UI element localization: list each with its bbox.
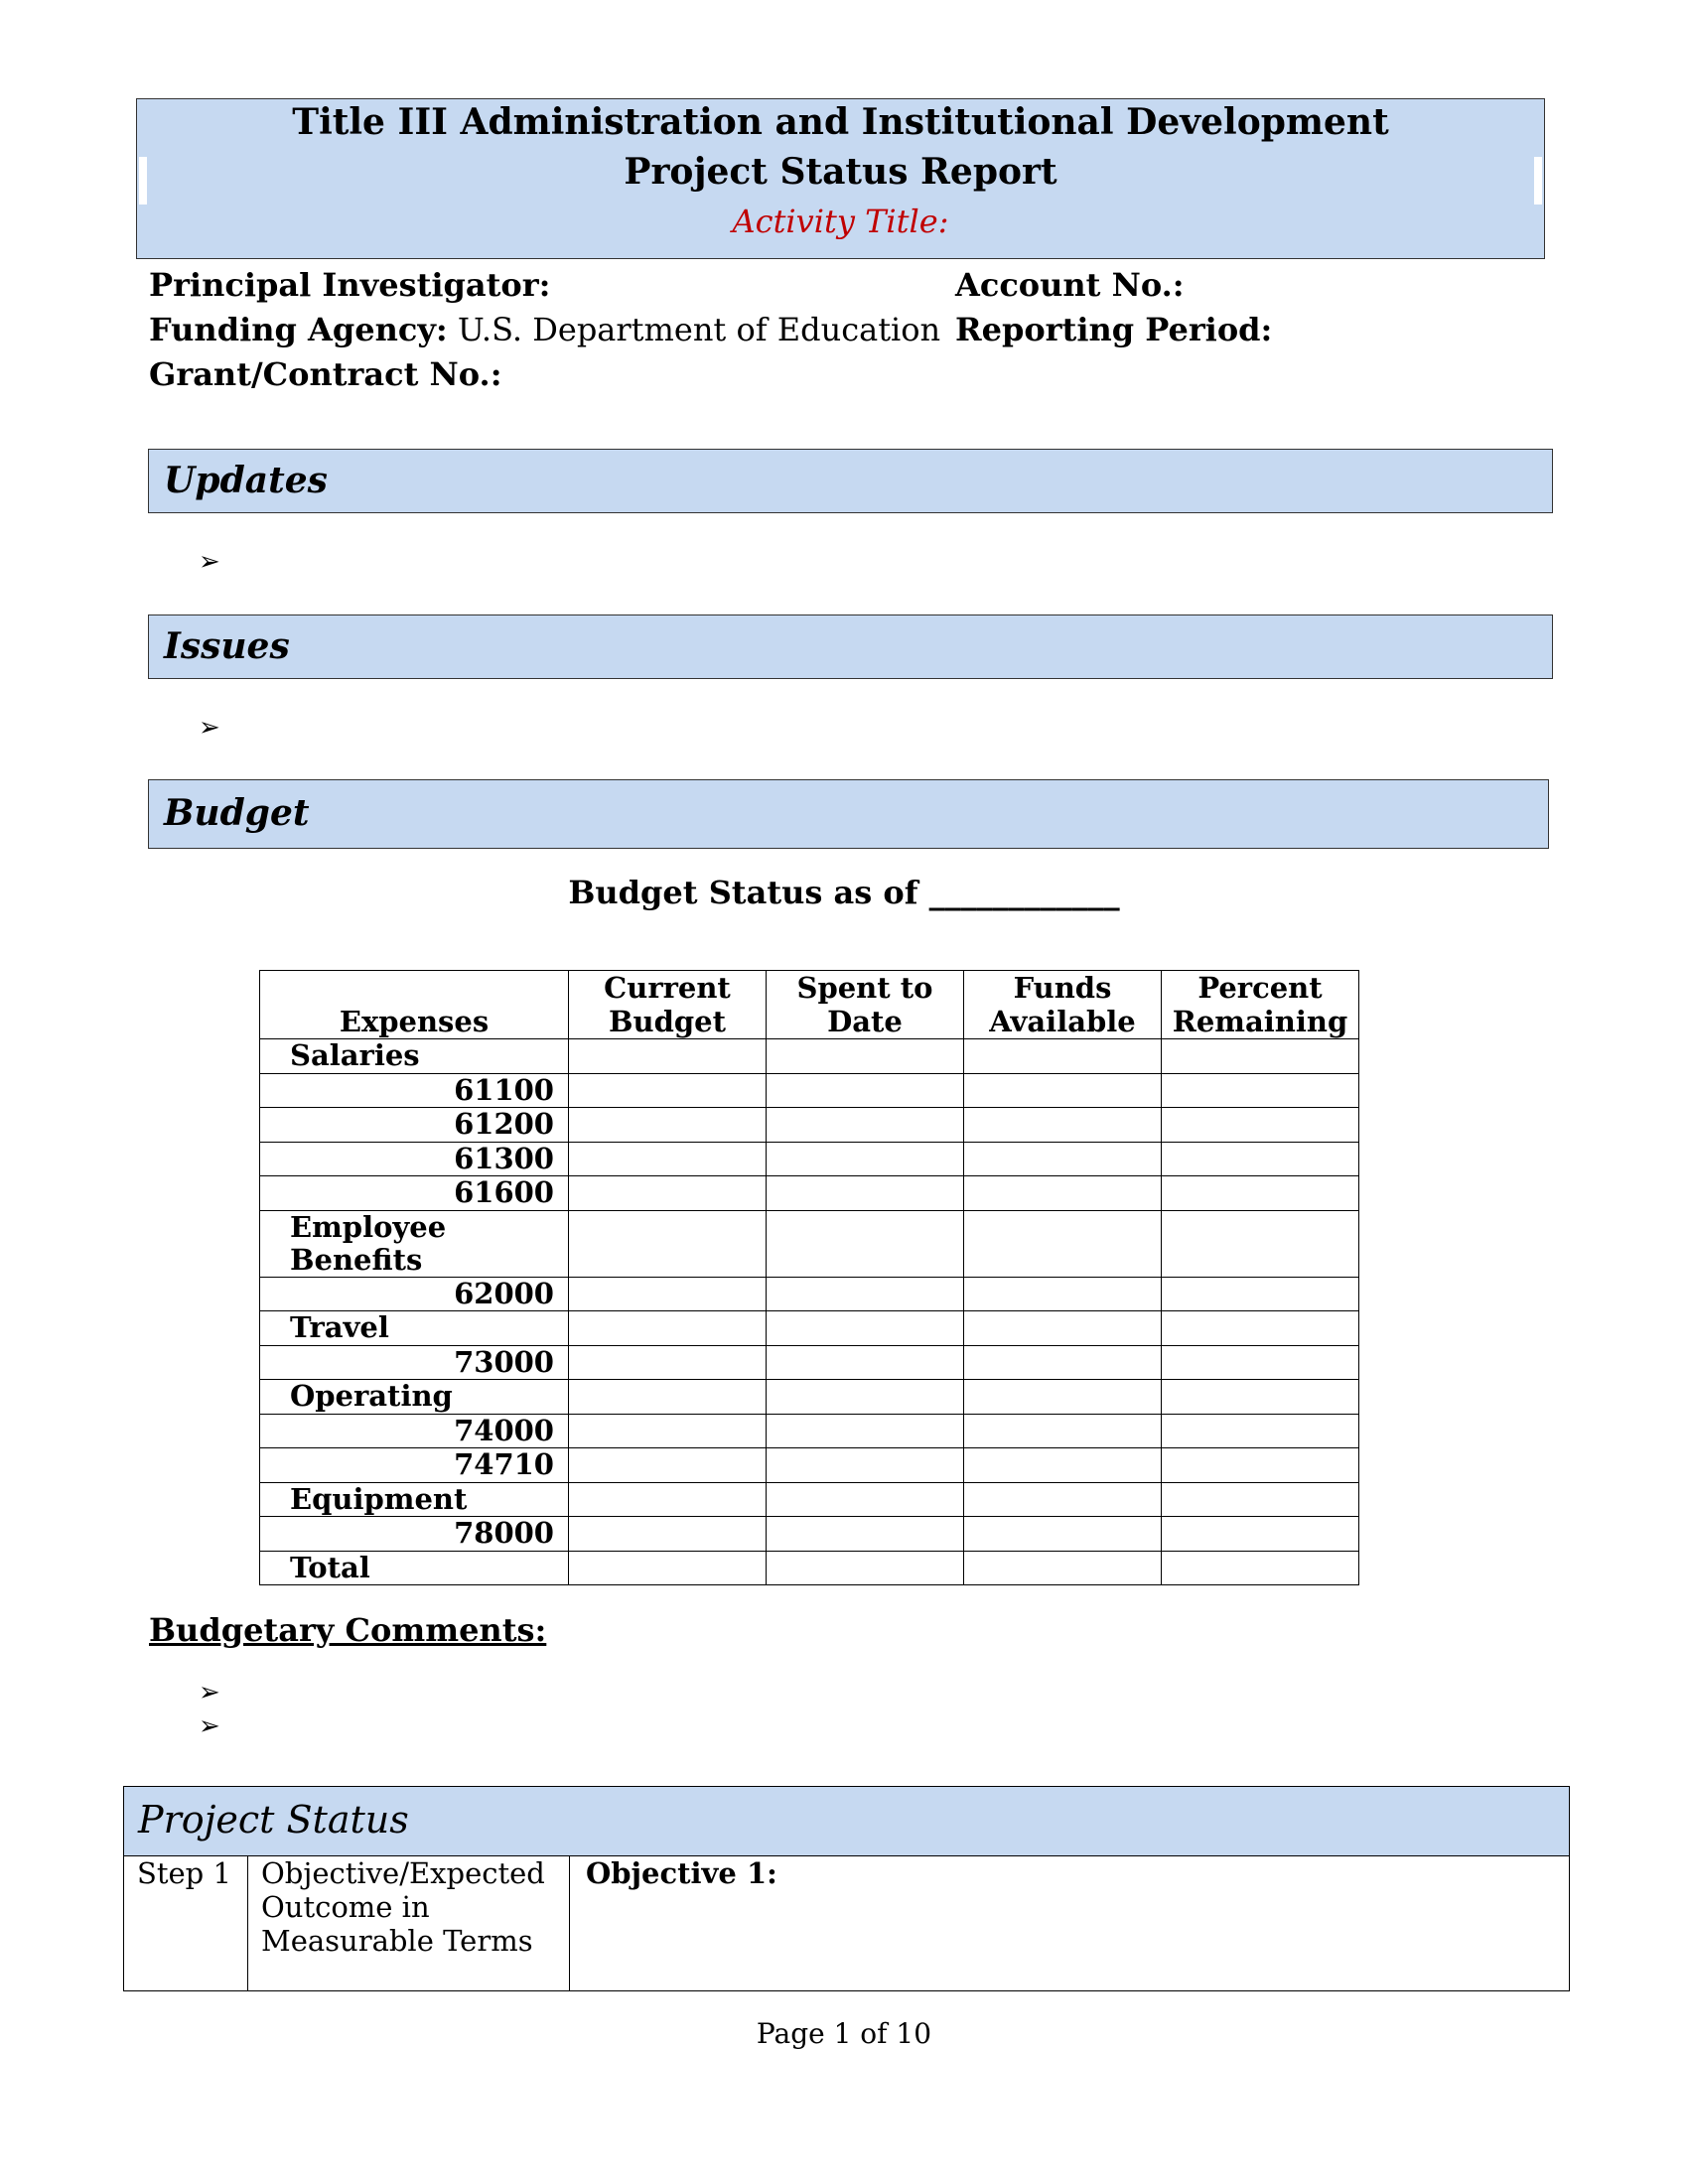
- funds-available-cell: [964, 1073, 1162, 1108]
- spent-to-date-cell: [767, 1311, 964, 1346]
- current-budget-cell: [569, 1380, 767, 1415]
- percent-remaining-cell: [1162, 1414, 1359, 1448]
- current-budget-cell: [569, 1551, 767, 1585]
- current-budget-cell: [569, 1448, 767, 1483]
- table-row: [260, 1073, 1359, 1108]
- section-project-status-title: Project Status: [138, 1798, 409, 1842]
- budget-header-row: [260, 971, 1359, 1039]
- expense-category: Employee Benefits: [260, 1210, 569, 1277]
- spent-to-date-cell: [767, 1142, 964, 1176]
- objective-description: Objective/Expected Outcome in Measurable Terms: [261, 1856, 545, 1958]
- current-budget-cell: [569, 1073, 767, 1108]
- funds-available-cell: [964, 1039, 1162, 1074]
- percent-remaining-cell: [1162, 1551, 1359, 1585]
- report-subtitle: Project Status Report: [624, 151, 1057, 193]
- current-budget-cell: [569, 1108, 767, 1143]
- current-budget-cell: [569, 1277, 767, 1311]
- section-updates-title: Updates: [164, 460, 328, 501]
- spent-to-date-cell: [767, 1448, 964, 1483]
- spent-to-date-cell: [767, 1482, 964, 1517]
- funds-available-cell: [964, 1108, 1162, 1143]
- objective-description-cell: [248, 1856, 570, 1990]
- expense-category: Operating: [260, 1380, 569, 1415]
- expense-category: Salaries: [260, 1039, 569, 1074]
- expense-category: Total: [260, 1551, 569, 1585]
- percent-remaining-cell: [1162, 1073, 1359, 1108]
- funding-agency-value: U.S. Department of Education: [457, 311, 941, 348]
- header-spent-line1: Spent to: [796, 971, 933, 1005]
- header-funds-available: [964, 971, 1162, 1039]
- percent-remaining-cell: [1162, 1176, 1359, 1211]
- header-current-budget-line1: Current: [604, 971, 731, 1005]
- current-budget-cell: [569, 1414, 767, 1448]
- expense-account: 61300: [260, 1142, 569, 1176]
- expense-account: 74710: [260, 1448, 569, 1483]
- funding-agency-label: Funding Agency:: [149, 311, 448, 348]
- spent-to-date-cell: [767, 1380, 964, 1415]
- percent-remaining-cell: [1162, 1039, 1359, 1074]
- section-budget-title: Budget: [164, 792, 310, 834]
- comments-bullet-icon-1: ➢: [199, 1678, 220, 1707]
- expense-account: 78000: [260, 1517, 569, 1552]
- objective-label: Objective 1:: [586, 1856, 777, 1890]
- spent-to-date-cell: [767, 1073, 964, 1108]
- spent-to-date-cell: [767, 1551, 964, 1585]
- percent-remaining-cell: [1162, 1482, 1359, 1517]
- current-budget-cell: [569, 1482, 767, 1517]
- spent-to-date-cell: [767, 1345, 964, 1380]
- table-row: [260, 1517, 1359, 1552]
- meta-right: [955, 263, 1272, 352]
- table-row: [260, 1311, 1359, 1346]
- funds-available-cell: [964, 1551, 1162, 1585]
- expense-category: Equipment: [260, 1482, 569, 1517]
- header-spent-line2: Date: [827, 1005, 903, 1038]
- header-percent-remaining: [1162, 971, 1359, 1039]
- spent-to-date-cell: [767, 1108, 964, 1143]
- section-issues-title: Issues: [164, 625, 290, 667]
- percent-remaining-cell: [1162, 1108, 1359, 1143]
- current-budget-cell: [569, 1210, 767, 1277]
- header-percent-line2: Remaining: [1172, 1005, 1348, 1038]
- table-row: [260, 1210, 1359, 1277]
- meta-left: [149, 263, 940, 397]
- expense-account: 73000: [260, 1345, 569, 1380]
- budget-status-caption: Budget Status as of ____________: [568, 874, 1120, 911]
- updates-bullet-icon: ➢: [199, 547, 220, 577]
- percent-remaining-cell: [1162, 1142, 1359, 1176]
- spent-to-date-cell: [767, 1210, 964, 1277]
- current-budget-cell: [569, 1142, 767, 1176]
- header-expenses: [260, 971, 569, 1039]
- header-current-budget: [569, 971, 767, 1039]
- current-budget-cell: [569, 1517, 767, 1552]
- issues-bullet-icon: ➢: [199, 713, 220, 743]
- comments-bullet-icon-2: ➢: [199, 1711, 220, 1741]
- expense-account: 74000: [260, 1414, 569, 1448]
- step-cell: [124, 1856, 248, 1990]
- table-row: [260, 1277, 1359, 1311]
- percent-remaining-cell: [1162, 1380, 1359, 1415]
- table-row: [260, 1142, 1359, 1176]
- percent-remaining-cell: [1162, 1448, 1359, 1483]
- principal-investigator-label: Principal Investigator:: [149, 266, 551, 304]
- current-budget-cell: [569, 1039, 767, 1074]
- expense-account: 61100: [260, 1073, 569, 1108]
- table-row: [260, 1551, 1359, 1585]
- header-current-budget-line2: Budget: [609, 1005, 726, 1038]
- percent-remaining-cell: [1162, 1210, 1359, 1277]
- current-budget-cell: [569, 1345, 767, 1380]
- table-row: [260, 1039, 1359, 1074]
- funds-available-cell: [964, 1345, 1162, 1380]
- table-row: [260, 1108, 1359, 1143]
- header-percent-line1: Percent: [1197, 971, 1323, 1005]
- percent-remaining-cell: [1162, 1517, 1359, 1552]
- table-row: [260, 1380, 1359, 1415]
- page-number: Page 1 of 10: [756, 2017, 932, 2050]
- spent-to-date-cell: [767, 1039, 964, 1074]
- header-expenses-text: Expenses: [339, 1005, 490, 1038]
- spent-to-date-cell: [767, 1517, 964, 1552]
- header-funds-line2: Available: [989, 1005, 1136, 1038]
- budget-table: [259, 970, 1359, 1585]
- step-label: Step 1: [137, 1856, 231, 1890]
- section-issues: [148, 614, 1553, 679]
- spent-to-date-cell: [767, 1277, 964, 1311]
- funds-available-cell: [964, 1277, 1162, 1311]
- spent-to-date-cell: [767, 1176, 964, 1211]
- report-title-box: [136, 98, 1545, 259]
- percent-remaining-cell: [1162, 1311, 1359, 1346]
- current-budget-cell: [569, 1311, 767, 1346]
- funds-available-cell: [964, 1176, 1162, 1211]
- percent-remaining-cell: [1162, 1345, 1359, 1380]
- table-row: [260, 1414, 1359, 1448]
- funds-available-cell: [964, 1482, 1162, 1517]
- expense-category: Travel: [260, 1311, 569, 1346]
- section-project-status: [124, 1787, 1569, 1856]
- section-budget: [148, 779, 1549, 849]
- funds-available-cell: [964, 1311, 1162, 1346]
- table-row: [260, 1345, 1359, 1380]
- expense-account: 61200: [260, 1108, 569, 1143]
- project-status-table: [123, 1786, 1570, 1991]
- spent-to-date-cell: [767, 1414, 964, 1448]
- header-funds-line1: Funds: [1013, 971, 1112, 1005]
- reporting-period-label: Reporting Period:: [955, 311, 1273, 348]
- funds-available-cell: [964, 1448, 1162, 1483]
- table-row: [260, 1176, 1359, 1211]
- percent-remaining-cell: [1162, 1277, 1359, 1311]
- report-title: Title III Administration and Institutional Development: [292, 101, 1389, 143]
- objective-cell: [570, 1856, 1569, 1990]
- table-row: [260, 1482, 1359, 1517]
- funds-available-cell: [964, 1210, 1162, 1277]
- funds-available-cell: [964, 1517, 1162, 1552]
- section-updates: [148, 449, 1553, 513]
- header-spent-to-date: [767, 971, 964, 1039]
- current-budget-cell: [569, 1176, 767, 1211]
- account-no-label: Account No.:: [955, 266, 1185, 304]
- table-row: [260, 1448, 1359, 1483]
- expense-account: 62000: [260, 1277, 569, 1311]
- funds-available-cell: [964, 1380, 1162, 1415]
- funds-available-cell: [964, 1142, 1162, 1176]
- grant-contract-label: Grant/Contract No.:: [149, 355, 502, 393]
- expense-account: 61600: [260, 1176, 569, 1211]
- budgetary-comments-label: Budgetary Comments:: [149, 1611, 547, 1649]
- activity-title: Activity Title:: [732, 203, 949, 240]
- budget-table-body: [260, 1039, 1359, 1585]
- funds-available-cell: [964, 1414, 1162, 1448]
